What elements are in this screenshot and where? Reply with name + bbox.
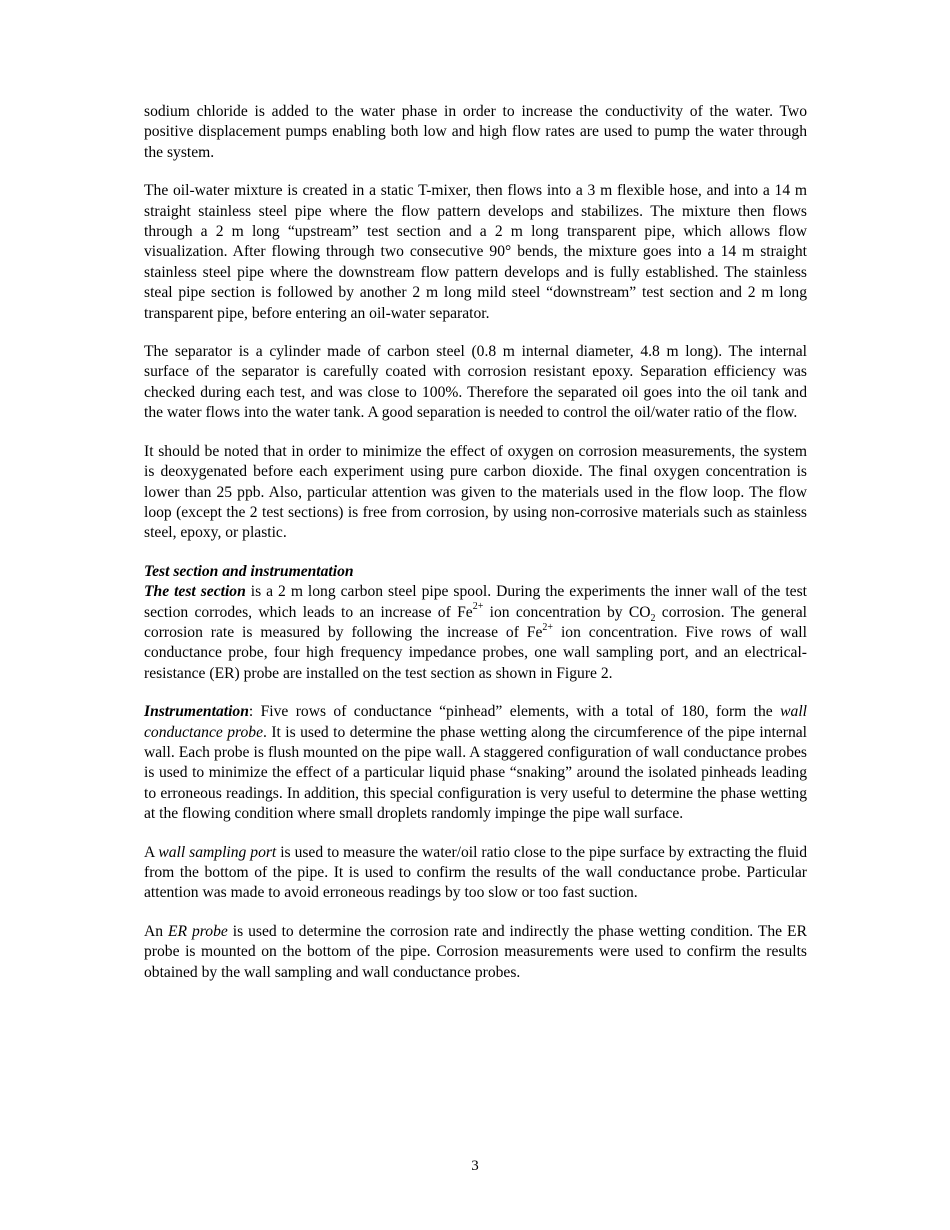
wall-sampling-port-term: wall sampling port [158,843,277,861]
er-probe-term: ER probe [168,922,228,940]
paragraph-er-probe [144,922,807,983]
wall-conductance-probe-term: wall conductance probe [144,703,807,741]
paragraph-oil-water-mixture: The oil-water mixture is created in a static T-mixer, then flows into a 3 m flexible hose, and into a 14 m straight stainless steel pipe where the flow pattern develops and stabilizes. The mixture then flows through a 2 m long “upstream” test section and a 2 m long transparent pipe, which allows flow visualization. After flowing through two consecutive 90° bends, the mixture goes into a 14 m straight stainless steel pipe where the downstream flow pattern develops and is fully established. The stainless steal pipe section is followed by another 2 m long mild steel “downstream” test section and 2 m long transparent pipe, before entering an oil-water separator. [144,182,807,322]
test-section-text-3: corrosion. The general corrosion rate is measured by following the increase of Fe [144,603,808,641]
paragraph-separator: The separator is a cylinder made of carbon steel (0.8 m internal diameter, 4.8 m long). The internal surface of the separator is carefully coated with corrosion resistant epoxy. Separation efficiency was checked during each test, and was close to 100%. Therefore the separated oil goes into the oil tank and the water flows into the water tank. A good separation is needed to control the oil/water ratio of the flow. [144,343,807,422]
paragraph-water-phase: sodium chloride is added to the water phase in order to increase the conductivity of the water. Two positive displacement pumps enabling both low and high flow rates are used to pump the water through the system. [144,103,807,161]
page-number: 3 [471,1158,479,1174]
er-text-1: An [144,922,168,940]
paragraph-deoxygenation: It should be noted that in order to minimize the effect of oxygen on corrosion measurements, the system is deoxygenated before each experiment using pure carbon dioxide. The final oxygen concentration is lower than 25 ppb. Also, particular attention was given to the materials used in the flow loop. The flow loop (except the 2 test sections) is free from corrosion, by using non-corrosive materials such as stainless steel, epoxy, or plastic. [144,442,807,542]
paragraph-wall-sampling [144,843,807,904]
paragraph-test-section [144,582,807,684]
sampling-text-2: is used to measure the water/oil ratio close to the pipe surface by extracting the fluid from the bottom of the pipe. It is used to confirm the results of the wall conductance probe. Particular attention was made to avoid erroneous readings by too slow or too fast suction. [144,843,807,902]
test-section-text-2: ion concentration by CO [483,603,651,621]
paragraph-instrumentation [144,702,807,824]
er-text-2: is used to determine the corrosion rate and indirectly the phase wetting condition. The ER probe is mounted on the bottom of the pipe. Corrosion measurements were used to confirm the results obtained by the wall sampling and wall conductance probes. [144,922,807,981]
sampling-text-1: A [144,843,159,861]
section-heading: Test section and instrumentation [144,562,354,580]
test-section-text-4: ion concentration. Five rows of wall conductance probe, four high frequency impedance probes, one wall sampling port, and an electrical-resistance (ER) probe are installed on the test section as shown in Figure 2. [144,623,807,682]
instrumentation-text-1: : Five rows of conductance “pinhead” elements, with a total of 180, form the [248,703,781,721]
test-section-text-1: is a 2 m long carbon steel pipe spool. During the experiments the inner wall of the test section corrodes, which leads to an increase of Fe [144,583,807,621]
instrumentation-lead: Instrumentation [144,703,249,721]
fe-superscript-2: 2+ [542,621,554,633]
instrumentation-text-2: . It is used to determine the phase wetting along the circumference of the pipe internal wall. Each probe is flush mounted on the pipe wall. A staggered configuration of wall conductance probes is used to minimize the effect of a particular liquid phase “snaking” around the isolated pinheads leading to erroneous readings. In addition, this special configuration is very useful to determine the phase wetting at the flowing condition where small droplets randomly impinge the pipe wall surface. [144,723,807,823]
test-section-lead: The test section [144,583,246,601]
fe-superscript-1: 2+ [472,601,484,613]
body-text [144,102,807,983]
co2-subscript: 2 [650,612,656,624]
